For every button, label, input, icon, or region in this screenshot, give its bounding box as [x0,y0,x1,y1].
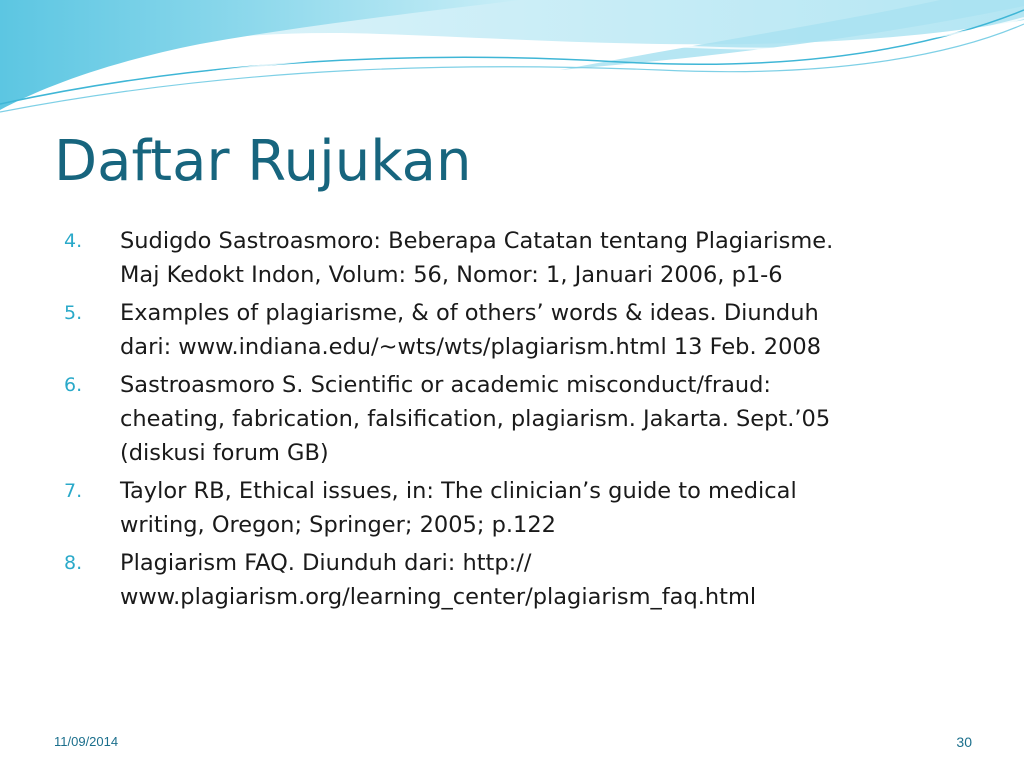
reference-list [64,224,964,618]
footer-date: 11/09/2014 [54,734,119,749]
reference-item-8 [64,546,964,614]
reference-item-6 [64,368,964,470]
reference-number: 5. [64,302,83,324]
reference-text: Taylor RB, Ethical issues, in: The clinician’s guide to medical writing, Oregon; Springer; 2005; p.122 [120,478,797,538]
reference-text: Plagiarism FAQ. Diunduh dari: http:// www.plagiarism.org/learning_center/plagiarism_faq.html [120,550,757,610]
reference-item-4 [64,224,964,292]
reference-number: 4. [64,230,83,252]
reference-number: 7. [64,480,83,502]
reference-text: Sastroasmoro S. Scientific or academic misconduct/fraud: cheating, fabrication, falsification, plagiarism. Jakarta. Sept.’05 (diskusi forum GB) [120,372,831,466]
header-wave-decoration [0,0,1024,120]
reference-text: Sudigdo Sastroasmoro: Beberapa Catatan tentang Plagiarisme. Maj Kedokt Indon, Volum: 56, Nomor: 1, Januari 2006, p1-6 [120,228,834,288]
footer-page-number: 30 [956,734,972,750]
reference-text: Examples of plagiarisme, & of others’ words & ideas. Diunduh dari: www.indiana.edu/~wts/wts/plagiarism.html 13 Feb. 2008 [120,300,822,360]
reference-item-7 [64,474,964,542]
reference-number: 6. [64,374,83,396]
reference-number: 8. [64,552,83,574]
reference-item-5 [64,296,964,364]
slide-title: Daftar Rujukan [54,129,472,194]
